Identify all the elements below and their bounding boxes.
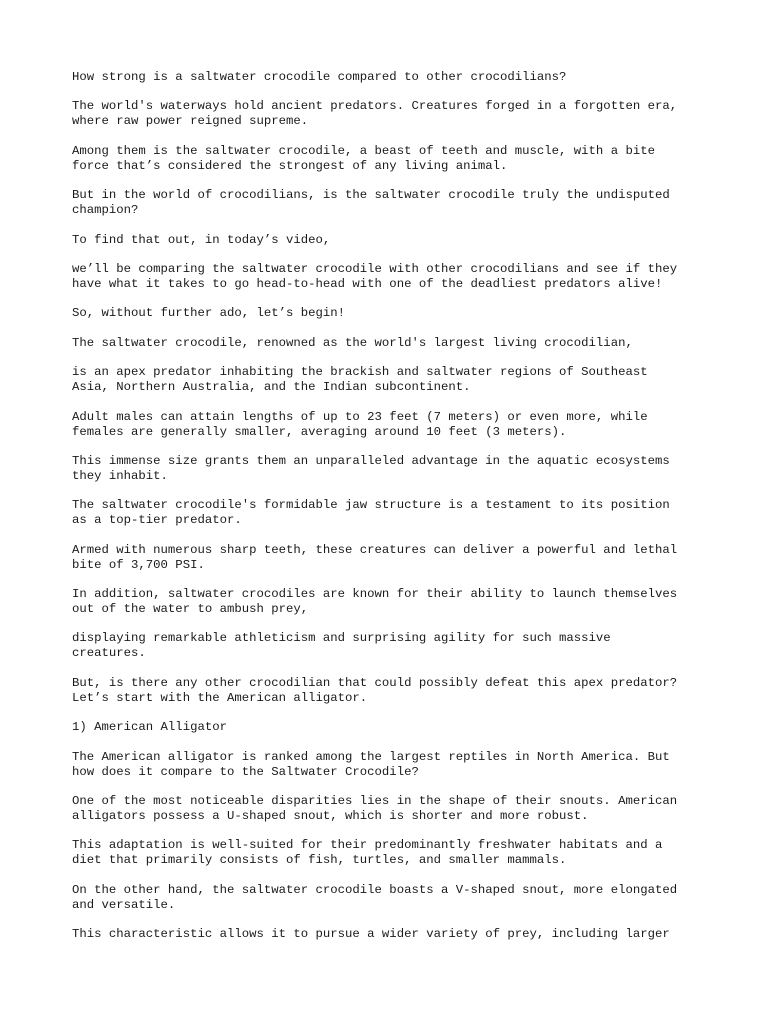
paragraph: But, is there any other crocodilian that could possibly defeat this apex predator? Let’s start with the American alligator.	[72, 675, 678, 705]
paragraph: So, without further ado, let’s begin!	[72, 306, 346, 321]
paragraph: The saltwater crocodile's formidable jaw structure is a testament to its position as a top-tier predator.	[72, 498, 670, 528]
paragraph: we’ll be comparing the saltwater crocodile with other crocodilians and see if they have what it takes to go head-to-head with one of the deadliest predators alive!	[72, 261, 678, 291]
paragraph: The world's waterways hold ancient predators. Creatures forged in a forgotten era, where raw power reigned supreme.	[72, 99, 678, 129]
paragraph: This immense size grants them an unparalleled advantage in the aquatic ecosystems they inhabit.	[72, 453, 670, 483]
paragraph: One of the most noticeable disparities lies in the shape of their snouts. American alligators possess a U-shaped snout, which is shorter and more robust.	[72, 794, 678, 824]
paragraph: On the other hand, the saltwater crocodile boasts a V-shaped snout, more elongated and versatile.	[72, 882, 678, 912]
paragraph: Among them is the saltwater crocodile, a beast of teeth and muscle, with a bite force that’s considered the strongest of any living animal.	[72, 143, 655, 173]
paragraph: But in the world of crocodilians, is the saltwater crocodile truly the undisputed champion?	[72, 188, 670, 218]
paragraph: Adult males can attain lengths of up to 23 feet (7 meters) or even more, while females are generally smaller, averaging around 10 feet (3 meters).	[72, 409, 648, 439]
paragraph: is an apex predator inhabiting the brackish and saltwater regions of Southeast Asia, Northern Australia, and the Indian subcontinent.	[72, 365, 648, 395]
paragraph: displaying remarkable athleticism and surprising agility for such massive creatures.	[72, 631, 611, 661]
paragraph: This characteristic allows it to pursue a wider variety of prey, including larger	[72, 927, 670, 942]
paragraph: In addition, saltwater crocodiles are known for their ability to launch themselves out of the water to ambush prey,	[72, 587, 678, 617]
paragraph: The American alligator is ranked among the largest reptiles in North America. But how does it compare to the Saltwater Crocodile?	[72, 749, 670, 779]
document-page	[72, 70, 712, 957]
paragraph: Armed with numerous sharp teeth, these creatures can deliver a powerful and lethal bite of 3,700 PSI.	[72, 542, 678, 572]
paragraph: This adaptation is well-suited for their predominantly freshwater habitats and a diet that primarily consists of fish, turtles, and smaller mammals.	[72, 838, 663, 868]
paragraph: The saltwater crocodile, renowned as the world's largest living crocodilian,	[72, 335, 633, 350]
question-title: How strong is a saltwater crocodile compared to other crocodilians?	[72, 70, 567, 84]
section-heading: 1) American Alligator	[72, 720, 227, 735]
paragraph: To find that out, in today’s video,	[72, 232, 331, 247]
